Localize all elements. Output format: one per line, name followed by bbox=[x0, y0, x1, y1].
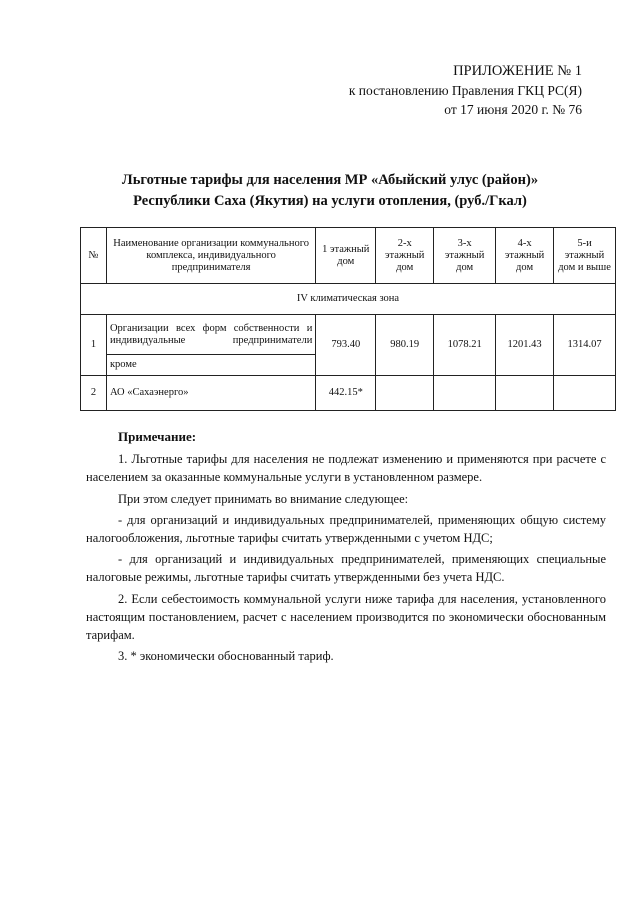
row-name: Организации всех форм собственности и индивидуальные предприниматели bbox=[106, 315, 315, 355]
title-line-1: Льготные тарифы для населения МР «Абыйский улус (район)» bbox=[121, 172, 539, 188]
note-paragraph: - для организаций и индивидуальных предпринимателей, применяющих специальные налоговые режимы, льготные тарифы считать утвержденными без учета НДС. bbox=[86, 552, 606, 585]
row-num: 1 bbox=[81, 315, 107, 376]
row-num: 2 bbox=[81, 376, 107, 411]
header-4-floor: 4-х этажный дом bbox=[496, 228, 554, 284]
row-value: 980.19 bbox=[376, 315, 434, 376]
header-5-floor: 5-и этажный дом и выше bbox=[554, 228, 616, 284]
document-title bbox=[80, 170, 580, 212]
table-row bbox=[81, 376, 616, 411]
row-value: 1314.07 bbox=[554, 315, 616, 376]
row-value bbox=[434, 376, 496, 411]
row-value: 1201.43 bbox=[496, 315, 554, 376]
header-2-floor: 2-х этажный дом bbox=[376, 228, 434, 284]
row-value: 442.15* bbox=[316, 376, 376, 411]
appendix-resolution: к постановлению Правления ГКЦ РС(Я) bbox=[348, 83, 582, 98]
row-value bbox=[376, 376, 434, 411]
notes-section bbox=[86, 428, 606, 668]
note-paragraph: При этом следует принимать во внимание следующее: bbox=[118, 491, 409, 506]
table-header-row bbox=[81, 228, 616, 284]
note-paragraph: - для организаций и индивидуальных предпринимателей, применяющих общую систему налогообложения, льготные тарифы считать утвержденными с учетом НДС; bbox=[86, 512, 606, 546]
appendix-date: от 17 июня 2020 г. № 76 bbox=[444, 102, 582, 117]
title-line-2: Республики Саха (Якутия) на услуги отопления, (руб./Гкал) bbox=[133, 193, 527, 209]
row-name-sub: кроме bbox=[106, 355, 315, 376]
row-value: 793.40 bbox=[316, 315, 376, 376]
row-value bbox=[554, 376, 616, 411]
header-name: Наименование организации коммунального комплекса, индивидуального предпринимателя bbox=[106, 228, 315, 284]
note-paragraph: 1. Льготные тарифы для населения не подлежат изменению и применяются при расчете с населением за оказанные коммунальные услуги в установленном размере. bbox=[86, 452, 606, 485]
note-paragraph: 3. * экономически обоснованный тариф. bbox=[118, 649, 334, 664]
table-row bbox=[81, 315, 616, 355]
appendix-header bbox=[349, 62, 582, 119]
header-3-floor: 3-х этажный дом bbox=[434, 228, 496, 284]
header-num: № bbox=[81, 228, 107, 284]
table-zone-row bbox=[81, 284, 616, 315]
note-paragraph: 2. Если себестоимость коммунальной услуги ниже тарифа для населения, установленного настоящим постановлением, расчет с населением производится по экономически обоснованным тарифам. bbox=[86, 591, 606, 643]
notes-heading: Примечание: bbox=[118, 429, 197, 444]
header-1-floor: 1 этажный дом bbox=[316, 228, 376, 284]
row-value: 1078.21 bbox=[434, 315, 496, 376]
row-name: АО «Сахаэнерго» bbox=[106, 376, 315, 411]
row-value bbox=[496, 376, 554, 411]
climate-zone: IV климатическая зона bbox=[81, 284, 616, 315]
tariff-table bbox=[80, 227, 616, 411]
appendix-number: ПРИЛОЖЕНИЕ № 1 bbox=[453, 63, 582, 79]
